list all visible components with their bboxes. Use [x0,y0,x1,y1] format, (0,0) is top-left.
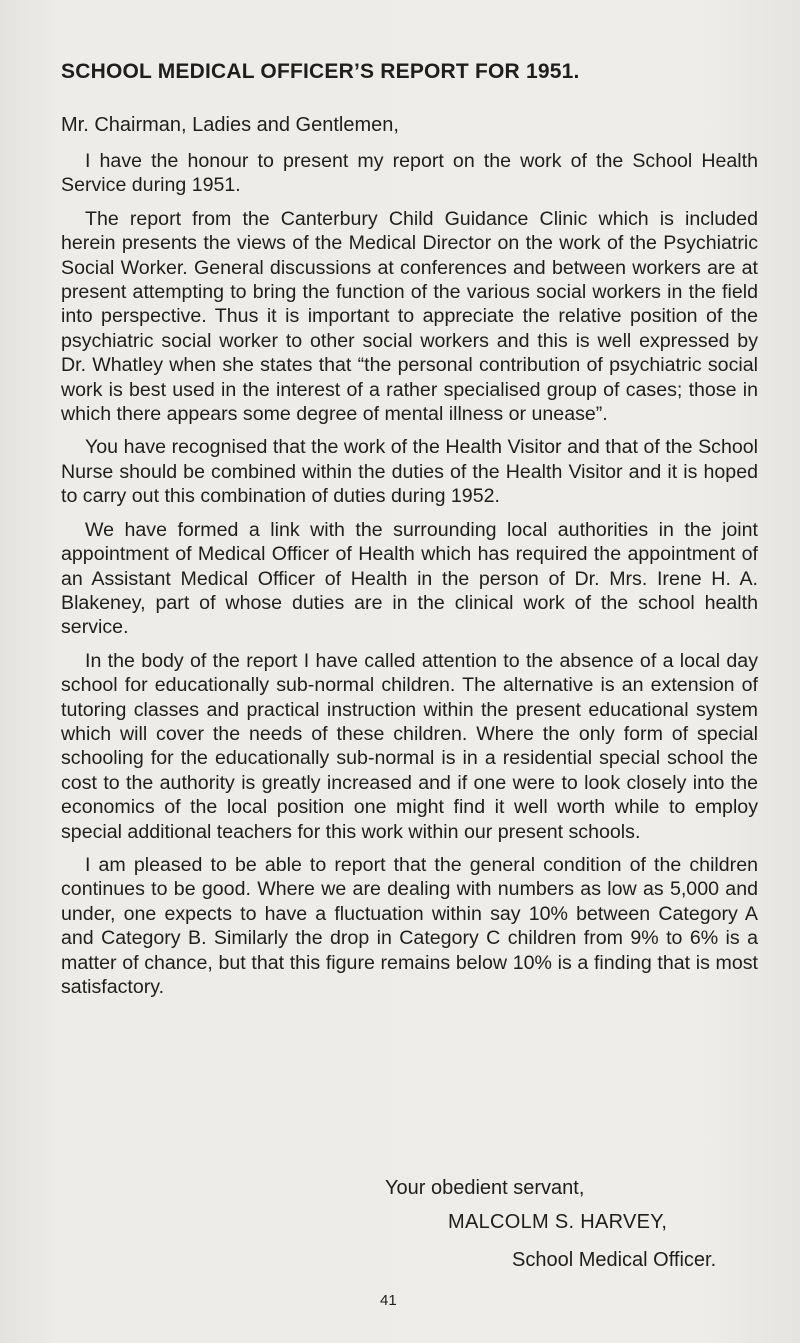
signatory-role: School Medical Officer. [512,1249,717,1271]
page-number: 41 [380,1292,397,1309]
signatory-name: MALCOLM S. HARVEY, [448,1211,668,1233]
salutation: Mr. Chairman, Ladies and Gentlemen, [61,114,399,136]
paragraph: I am pleased to be able to report that the general condition of the children continues to be good. Where we are dealing with numbers as low as 5,000 and under, one expects to have a fluctuation within say 10% between Category A and Category B. Similarly the drop in Category C children from 9% to 6% is a matter of chance, but that this figure remains below 10% is a finding that is most satisfactory. [61,853,758,998]
paragraph: I have the honour to present my report on the work of the School Health Service during 1951. [61,150,758,197]
paragraph: In the body of the report I have called attention to the absence of a local day school for educationally sub-normal children. The alternative is an extension of tutoring classes and practical instruction within the present educational system which will cover the needs of these children. Where the only form of special schooling for the educationally sub-normal is in a residential special school the cost to the authority is greatly increased and if one were to look closely into the economics of the local position one might find it well worth while to employ special additional teachers for this work within our present schools. [61,649,758,843]
closing-line: Your obedient servant, [385,1177,585,1199]
paragraph: We have formed a link with the surrounding local authorities in the joint appointment of Medical Officer of Health which has required the appointment of an Assistant Medical Officer of Health in the person of Dr. Mrs. Irene H. A. Blakeney, part of whose duties are in the clinical work of the school health service. [61,518,758,639]
page-title: SCHOOL MEDICAL OFFICER’S REPORT FOR 1951. [61,60,580,83]
paragraph: You have recognised that the work of the Health Visitor and that of the School Nurse should be combined within the duties of the Health Visitor and it is hoped to carry out this combination of duties during 1952. [61,436,758,508]
report-body [61,149,758,1008]
paragraph: The report from the Canterbury Child Guidance Clinic which is included herein presents the views of the Medical Director on the work of the Psychiatric Social Worker. General discussions at conferences and between workers are at present attempting to bring the function of the various social workers in the field into perspective. Thus it is important to appreciate the relative position of the psychiatric social worker to other social workers and this is well expressed by Dr. Whatley when she states that “the personal contribution of psychiatric social work is best used in the interest of a rather specialised group of cases; those in which there appears some degree of mental illness or unease”. [61,207,758,426]
